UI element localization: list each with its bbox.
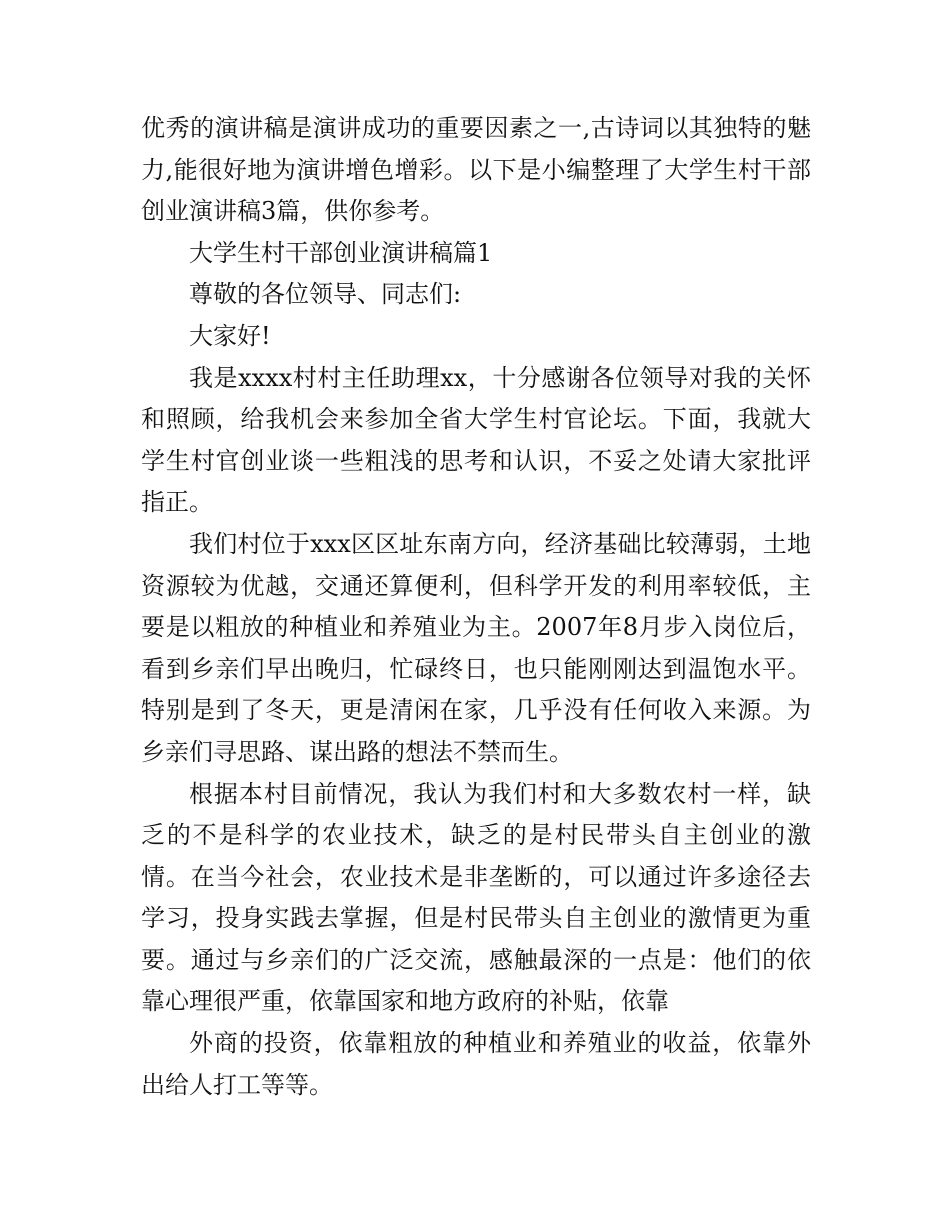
paragraph-village-situation: 我们村位于xxx区区址东南方向，经济基础比较薄弱，土地资源较为优越，交通还算便利，但科学开发的利用率较低，主要是以粗放的种植业和养殖业为主。2007年8月步入岗位后，看到乡亲们早出晚归，忙碌终日，也只能刚刚达到温饱水平。特别是到了冬天，更是清闲在家，几乎没有任何收入来源。为乡亲们寻思路、谋出路的想法不禁而生。 <box>141 529 811 766</box>
greeting: 大家好! <box>189 321 271 350</box>
paragraph-analysis: 根据本村目前情况，我认为我们村和大多数农村一样，缺乏的不是科学的农业技术，缺乏的是村民带头自主创业的激情。在当今社会，农业技术是非垄断的，可以通过许多途径去学习，投身实践去掌握，但是村民带头自主创业的激情更为重要。通过与乡亲们的广泛交流，感触最深的一点是：他们的依靠心理很严重，依靠国家和地方政府的补贴，依靠 <box>141 779 811 1016</box>
paragraph-self-introduction: 我是xxxx村村主任助理xx，十分感谢各位领导对我的关怀和照顾，给我机会来参加全省大学生村官论坛。下面，我就大学生村官创业谈一些粗浅的思考和认识，不妥之处请大家批评指正。 <box>141 363 811 517</box>
document-body <box>141 108 811 1106</box>
paragraph-continuation: 外商的投资，依靠粗放的种植业和养殖业的收益，依靠外出给人打工等等。 <box>141 1029 811 1099</box>
section-title: 大学生村干部创业演讲稿篇1 <box>189 238 493 267</box>
salutation: 尊敬的各位领导、同志们: <box>189 280 462 309</box>
paragraph-intro: 优秀的演讲稿是演讲成功的重要因素之一,古诗词以其独特的魅力,能很好地为演讲增色增彩。以下是小编整理了大学生村干部创业演讲稿3篇，供你参考。 <box>141 114 811 226</box>
